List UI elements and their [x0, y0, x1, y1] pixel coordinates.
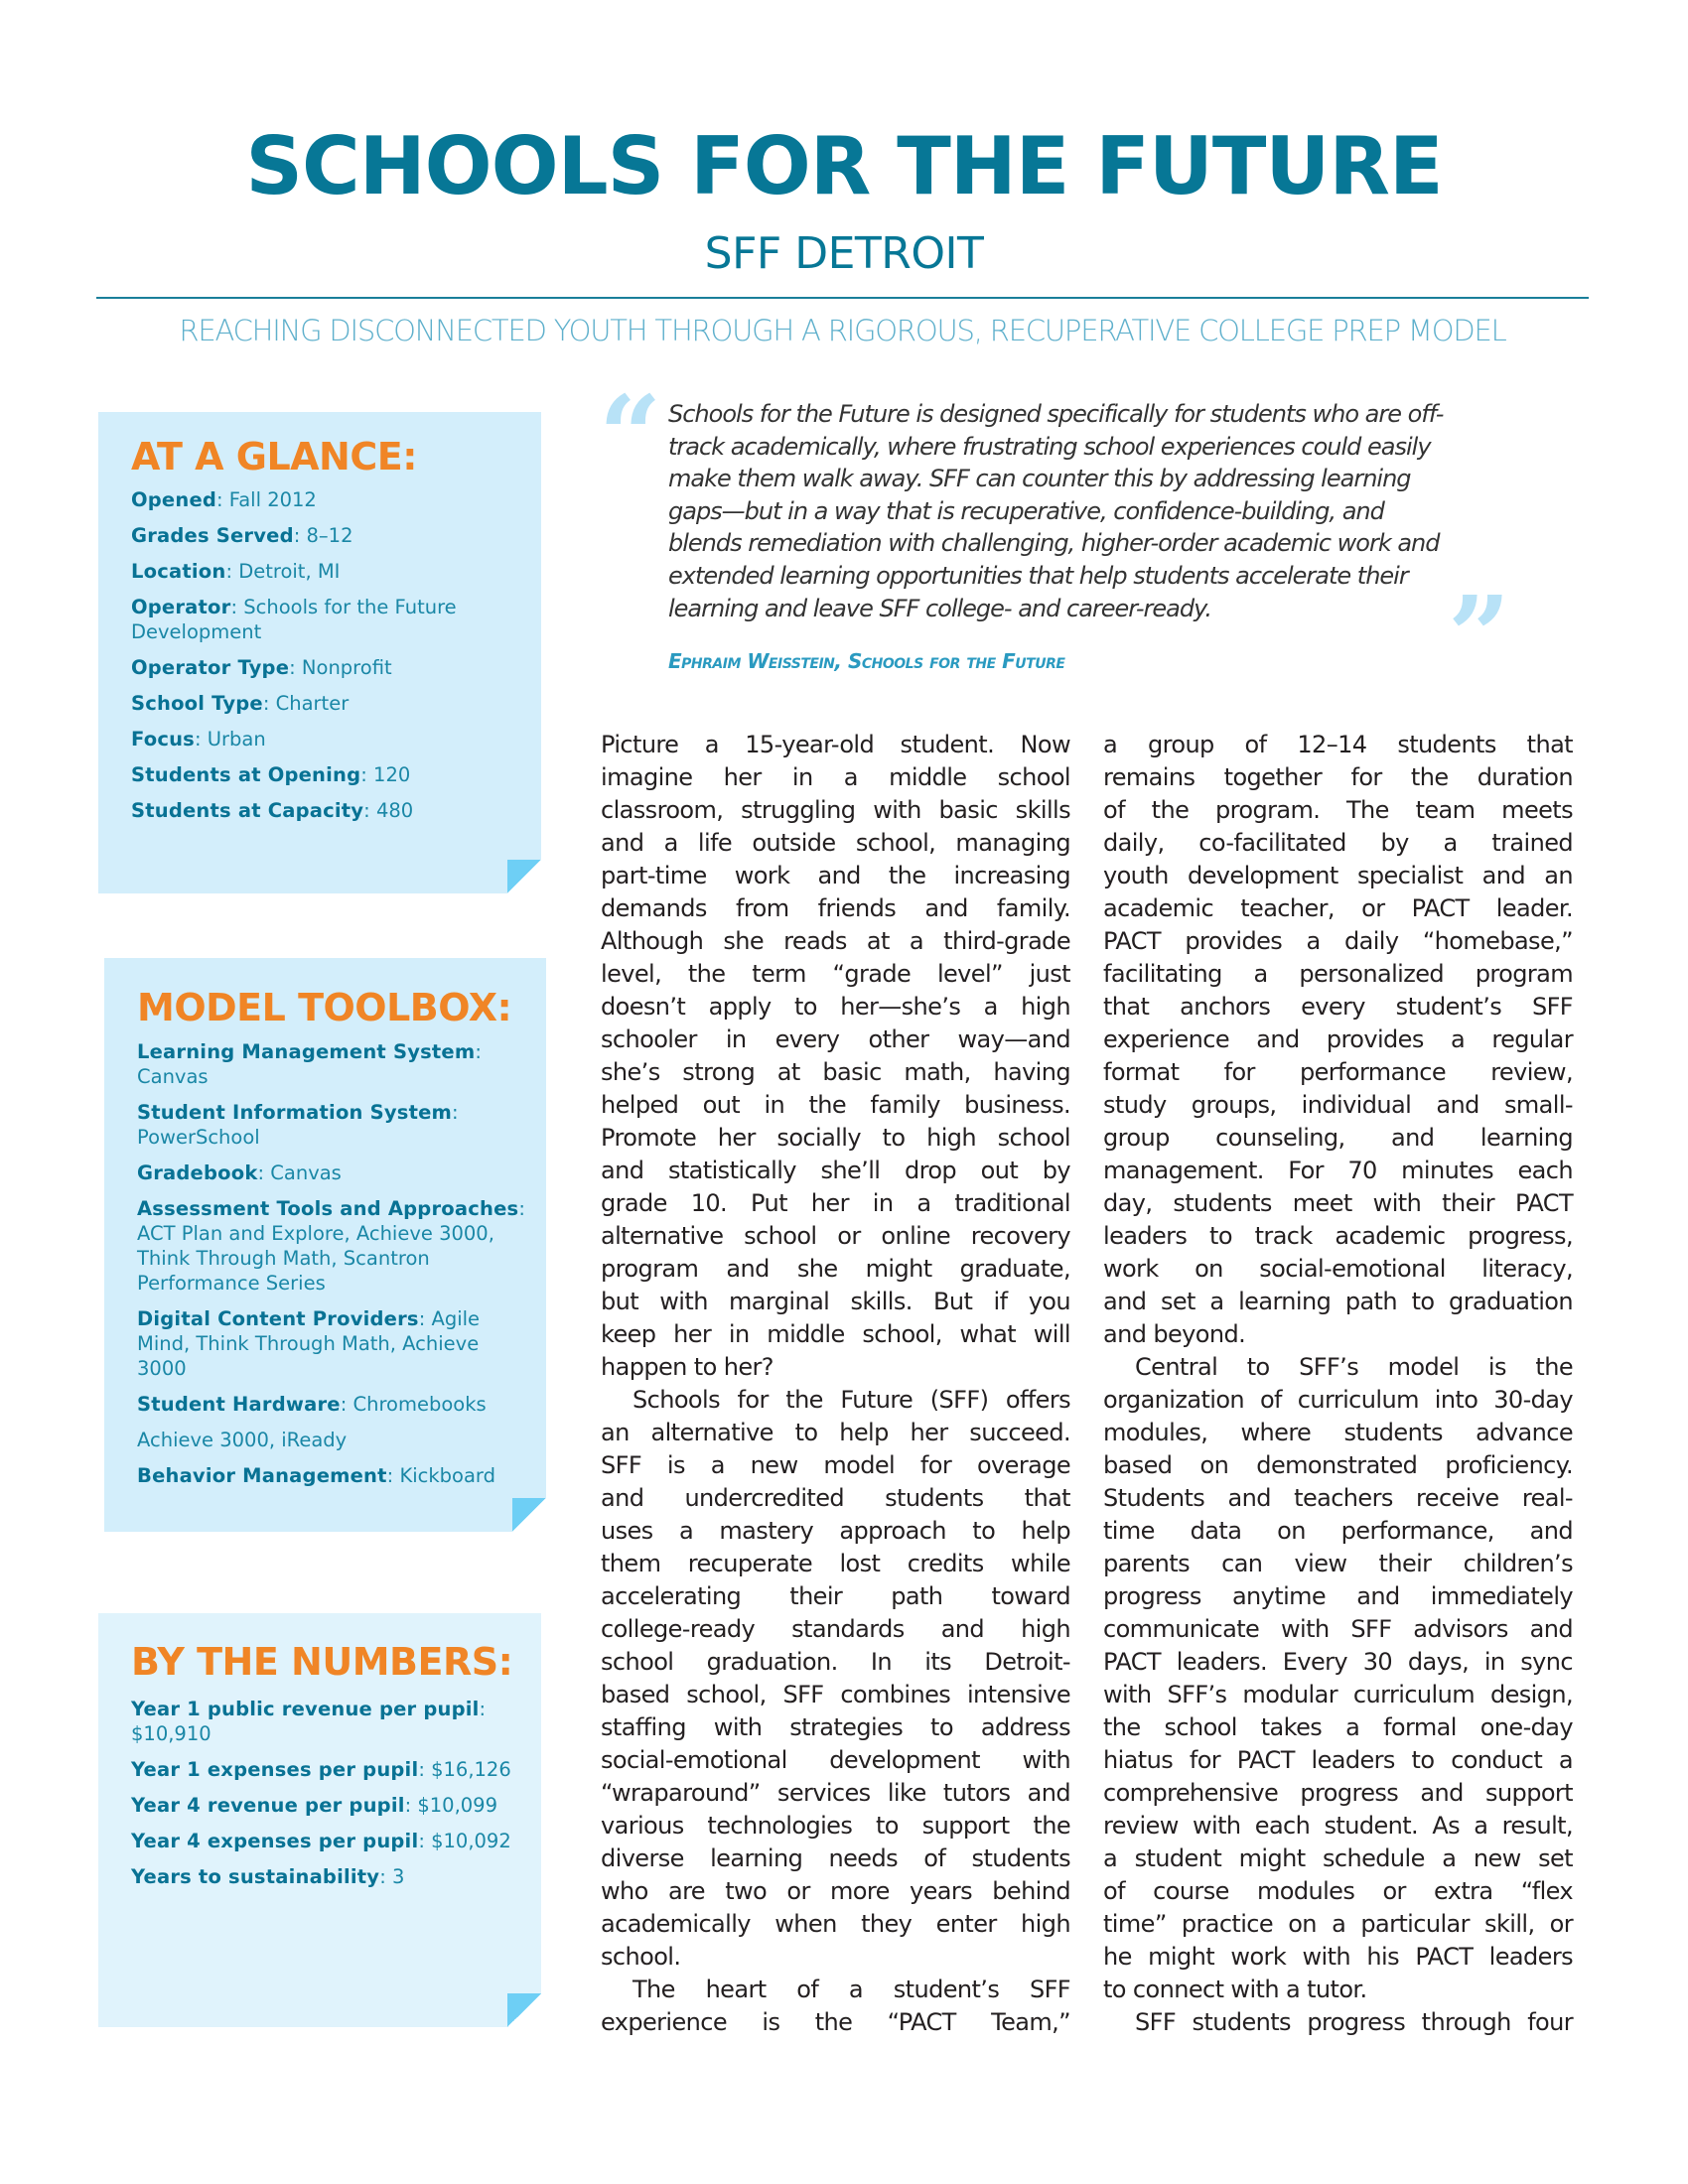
body-text-line: day, students meet with their PACT [1103, 1189, 1573, 1217]
body-text-line: of the program. The team meets [1103, 796, 1573, 824]
body-text-line: various technologies to support the [601, 1812, 1070, 1840]
list-item [131, 1697, 521, 1746]
body-column-2 [1103, 729, 1573, 2039]
item-label: Year 4 expenses per pupil [131, 1830, 419, 1852]
body-text-line: progress anytime and immediately [1103, 1582, 1573, 1610]
list-item [131, 523, 521, 548]
body-text-line: doesn’t apply to her—she’s a high [601, 993, 1070, 1021]
body-text-line: experience and provides a regular [1103, 1025, 1573, 1053]
body-text-line: staffing with strategies to address [601, 1713, 1070, 1741]
body-text-line: study groups, individual and small- [1103, 1091, 1573, 1119]
body-text-line: happen to her? [601, 1353, 774, 1381]
item-value: : Chromebooks [340, 1393, 487, 1416]
list-item [131, 595, 521, 644]
item-value: : Kickboard [386, 1464, 495, 1487]
list-item [131, 762, 521, 787]
item-value: : ACT Plan and Explore, Achieve 3000, Think Through Math, Scantron Performance Series [137, 1197, 525, 1295]
tagline: REACHING DISCONNECTED YOUTH THROUGH A RIGOROUS, RECUPERATIVE COLLEGE PREP MODEL [179, 314, 1506, 347]
page-fold-icon [507, 1993, 541, 2027]
body-text-line: Although she reads at a third-grade [601, 927, 1070, 955]
quote-line: extended learning opportunities that help students accelerate their [668, 561, 1408, 590]
item-label: Students at Opening [131, 763, 361, 786]
item-value: : 480 [363, 799, 414, 822]
body-text-line: daily, co-facilitated by a trained [1103, 829, 1573, 857]
item-label: Learning Management System [137, 1040, 476, 1063]
body-text-line: PACT provides a daily “homebase,” [1103, 927, 1573, 955]
item-label: Operator [131, 596, 231, 618]
body-text-line: SFF students progress through four [1135, 2008, 1573, 2036]
body-column-1 [601, 729, 1070, 2039]
body-text-line: of course modules or extra “flex [1103, 1877, 1573, 1905]
body-text-line: helped out in the family business. [601, 1091, 1070, 1119]
quote-line: Schools for the Future is designed specifically for students who are off- [668, 400, 1444, 428]
body-text-line: modules, where students advance [1103, 1419, 1573, 1446]
list-item [131, 1829, 521, 1853]
at-a-glance-list [131, 487, 521, 834]
item-value: : $16,126 [418, 1758, 511, 1781]
page-fold-icon [507, 860, 541, 893]
by-the-numbers-box [98, 1613, 541, 2027]
body-text-line: uses a mastery approach to help [601, 1517, 1070, 1545]
quote-line: make them walk away. SFF can counter this by addressing learning [668, 465, 1411, 493]
body-text-line: Central to SFF’s model is the [1135, 1353, 1573, 1381]
body-text-line: school graduation. In its Detroit- [601, 1648, 1070, 1676]
item-value: : $10,092 [418, 1830, 511, 1852]
body-text-line: diverse learning needs of students [601, 1844, 1070, 1872]
item-label: School Type [131, 692, 263, 715]
list-item [137, 1196, 526, 1296]
body-text-line: part-time work and the increasing [601, 862, 1070, 889]
item-value: : Fall 2012 [216, 488, 317, 511]
body-text-line: keep her in middle school, what will [601, 1320, 1070, 1348]
body-text-line: Students and teachers receive real- [1103, 1484, 1573, 1512]
body-text-line: based school, SFF combines intensive [601, 1681, 1070, 1708]
model-toolbox-heading: MODEL TOOLBOX: [137, 986, 512, 1029]
body-text-line: that anchors every student’s SFF [1103, 993, 1573, 1021]
body-text-line: level, the term “grade level” just [601, 960, 1070, 988]
item-value: : $10,910 [131, 1698, 487, 1745]
item-label: Behavior Management [137, 1464, 387, 1487]
item-value: : 8–12 [293, 524, 353, 547]
pull-quote [668, 398, 1512, 624]
list-item [137, 1306, 526, 1381]
body-text-line: schooler in every other way—and [601, 1025, 1070, 1053]
body-text-line: Picture a 15-year-old student. Now [601, 731, 1070, 758]
page-title: SCHOOLS FOR THE FUTURE [245, 120, 1443, 212]
body-text-line: “wraparound” services like tutors and [601, 1779, 1070, 1807]
body-text-line: to connect with a tutor. [1103, 1976, 1367, 2003]
item-value: Achieve 3000, iReady [137, 1429, 348, 1451]
quote-line: gaps—but in a way that is recuperative, confidence-building, and [668, 496, 1384, 525]
quote-line: track academically, where frustrating school experiences could easily [668, 432, 1431, 461]
item-value: : Schools for the Future Development [131, 596, 457, 643]
body-text-line: imagine her in a middle school [601, 763, 1070, 791]
item-value: : 3 [379, 1865, 405, 1888]
list-item [137, 1160, 526, 1185]
item-value: : Canvas [257, 1161, 342, 1184]
open-quote-icon: “ [599, 371, 662, 499]
body-text-line: the school takes a formal one-day [1103, 1713, 1573, 1741]
body-text-line: remains together for the duration [1103, 763, 1573, 791]
body-text-line: Schools for the Future (SFF) offers [633, 1386, 1070, 1414]
body-text-line: group counseling, and learning [1103, 1124, 1573, 1152]
item-label: Assessment Tools and Approaches [137, 1197, 519, 1220]
body-text-line: demands from friends and family. [601, 894, 1070, 922]
body-text-line: format for performance review, [1103, 1058, 1573, 1086]
body-text-line: classroom, struggling with basic skills [601, 796, 1070, 824]
body-text-line: school. [601, 1943, 681, 1971]
body-text-line: grade 10. Put her in a traditional [601, 1189, 1070, 1217]
list-item [131, 691, 521, 716]
body-text-line: based on demonstrated proficiency. [1103, 1451, 1573, 1479]
body-text-line: an alternative to help her succeed. [601, 1419, 1070, 1446]
item-label: Operator Type [131, 656, 290, 679]
model-toolbox-list [137, 1039, 526, 1499]
item-label: Opened [131, 488, 217, 511]
item-value: : Charter [262, 692, 350, 715]
page-fold-icon [512, 1498, 546, 1532]
body-text-line: them recuperate lost credits while [601, 1550, 1070, 1577]
body-text-line: who are two or more years behind [601, 1877, 1070, 1905]
body-text-line: The heart of a student’s SFF [633, 1976, 1070, 2003]
list-item [137, 1463, 526, 1488]
list-item [131, 655, 521, 680]
item-label: Students at Capacity [131, 799, 364, 822]
page-subtitle: SFF DETROIT [704, 228, 984, 279]
body-text-line: parents can view their children’s [1103, 1550, 1573, 1577]
item-value: : $10,099 [404, 1794, 497, 1817]
quote-attribution: Ephraim Weisstein, Schools for the Future [668, 649, 1065, 673]
by-the-numbers-list [131, 1697, 521, 1900]
body-text-line: youth development specialist and an [1103, 862, 1573, 889]
body-text-line: alternative school or online recovery [601, 1222, 1070, 1250]
body-text-line: and beyond. [1103, 1320, 1246, 1348]
model-toolbox-box [104, 958, 546, 1532]
body-text-line: Promote her socially to high school [601, 1124, 1070, 1152]
body-text-line: and statistically she’ll drop out by [601, 1157, 1070, 1184]
item-label: Year 4 revenue per pupil [131, 1794, 405, 1817]
item-label: Location [131, 560, 226, 583]
at-a-glance-box [98, 412, 541, 893]
item-value: : Urban [194, 728, 266, 751]
body-text-line: program and she might graduate, [601, 1255, 1070, 1283]
list-item [131, 1793, 521, 1818]
list-item [131, 487, 521, 512]
close-quote-icon: ” [1448, 572, 1511, 700]
item-value: : Agile Mind, Think Through Math, Achieve 3000 [137, 1307, 481, 1380]
item-label: Focus [131, 728, 195, 751]
at-a-glance-heading: AT A GLANCE: [131, 435, 417, 478]
list-item [137, 1428, 526, 1452]
body-text-line: and undercredited students that [601, 1484, 1070, 1512]
body-text-line: with SFF’s modular curriculum design, [1103, 1681, 1573, 1708]
list-item [131, 559, 521, 584]
item-label: Grades Served [131, 524, 294, 547]
body-text-line: academic teacher, or PACT leader. [1103, 894, 1573, 922]
body-text-line: time” practice on a particular skill, or [1103, 1910, 1573, 1938]
body-text-line: accelerating their path toward [601, 1582, 1070, 1610]
body-text-line: SFF is a new model for overage [601, 1451, 1070, 1479]
body-text-line: work on social-emotional literacy, [1103, 1255, 1573, 1283]
item-label: Student Hardware [137, 1393, 341, 1416]
body-text-line: review with each student. As a result, [1103, 1812, 1573, 1840]
body-text-line: leaders to track academic progress, [1103, 1222, 1573, 1250]
body-text-line: hiatus for PACT leaders to conduct a [1103, 1746, 1573, 1774]
item-value: : PowerSchool [137, 1101, 459, 1149]
list-item [131, 1757, 521, 1782]
quote-line: learning and leave SFF college- and career-ready. [668, 594, 1212, 622]
body-text-line: but with marginal skills. But if you [601, 1288, 1070, 1315]
body-text-line: she’s strong at basic math, having [601, 1058, 1070, 1086]
body-text-line: management. For 70 minutes each [1103, 1157, 1573, 1184]
item-label: Year 1 expenses per pupil [131, 1758, 419, 1781]
body-text-line: and set a learning path to graduation [1103, 1288, 1573, 1315]
body-text-line: experience is the “PACT Team,” [601, 2008, 1070, 2036]
item-label: Student Information System [137, 1101, 453, 1124]
item-value: : 120 [360, 763, 411, 786]
body-text-line: academically when they enter high [601, 1910, 1070, 1938]
body-text-line: organization of curriculum into 30-day [1103, 1386, 1573, 1414]
body-text-line: PACT leaders. Every 30 days, in sync [1103, 1648, 1573, 1676]
list-item [131, 798, 521, 823]
body-text-line: social-emotional development with [601, 1746, 1070, 1774]
item-value: : Nonprofit [289, 656, 392, 679]
body-text-line: comprehensive progress and support [1103, 1779, 1573, 1807]
quote-line: blends remediation with challenging, higher-order academic work and [668, 529, 1440, 558]
list-item [137, 1100, 526, 1150]
body-text-line: college-ready standards and high [601, 1615, 1070, 1643]
body-text-line: facilitating a personalized program [1103, 960, 1573, 988]
body-text-line: time data on performance, and [1103, 1517, 1573, 1545]
body-text-line: a group of 12–14 students that [1103, 731, 1573, 758]
item-label: Years to sustainability [131, 1865, 380, 1888]
by-the-numbers-heading: BY THE NUMBERS: [131, 1640, 513, 1684]
list-item [131, 727, 521, 751]
item-label: Gradebook [137, 1161, 258, 1184]
list-item [131, 1864, 521, 1889]
item-value: : Canvas [137, 1040, 482, 1088]
list-item [137, 1039, 526, 1089]
header-divider [96, 297, 1589, 299]
body-text-line: he might work with his PACT leaders [1103, 1943, 1573, 1971]
list-item [137, 1392, 526, 1417]
body-text-line: and a life outside school, managing [601, 829, 1070, 857]
body-text-line: communicate with SFF advisors and [1103, 1615, 1573, 1643]
body-text-line: a student might schedule a new set [1103, 1844, 1573, 1872]
item-label: Digital Content Providers [137, 1307, 419, 1330]
item-label: Year 1 public revenue per pupil [131, 1698, 480, 1720]
item-value: : Detroit, MI [225, 560, 341, 583]
